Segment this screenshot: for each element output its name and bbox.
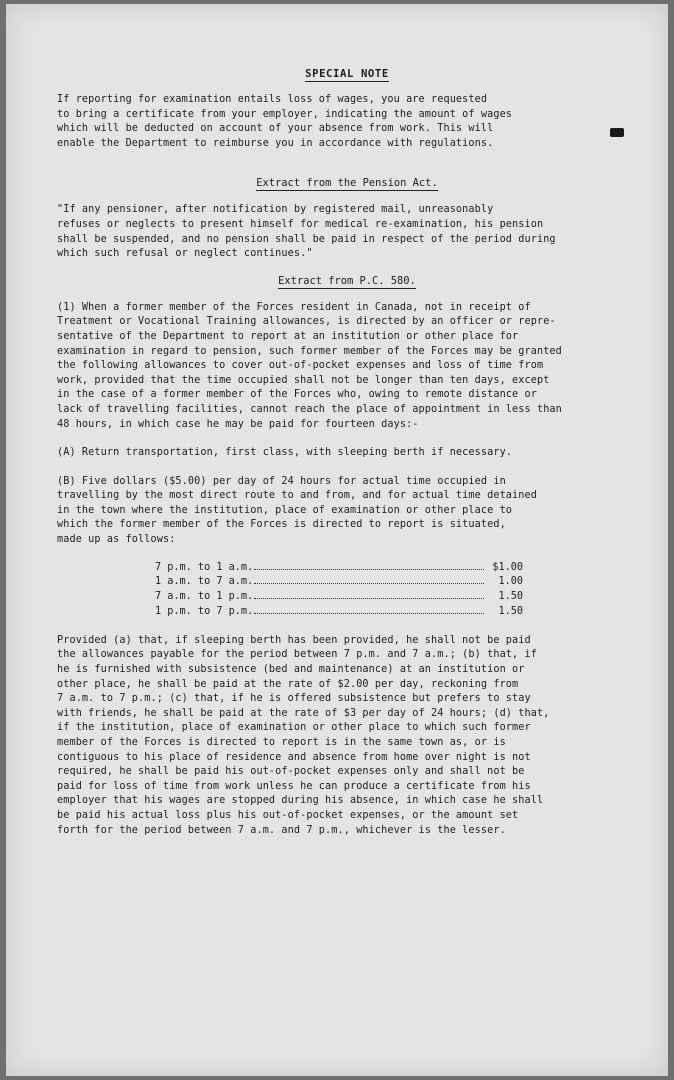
rate-row xyxy=(155,605,523,620)
rate-period: 7 a.m. to 1 p.m. xyxy=(155,591,254,603)
document-body xyxy=(57,68,637,838)
proviso-paragraph: Provided (a) that, if sleeping berth has been provided, he shall not be paid the allowances payable for the period between 7 p.m. and 7 a.m.; (b) that, if he is furnished with subsistence (bed and maintenance) at an institution or other place, he shall be paid at the rate of $2.00 per day, reckoning from 7 a.m. to 7 p.m.; (c) that, if he is offered subsistence but prefers to stay with friends, he shall be paid at the rate of $3 per day of 24 hours; (d) that, if the institution, place of examination or other place to which such former member of the Forces is directed to report is in the same town as, or is contiguous to his place of residence and absence from home over night is not required, he shall be paid his out-of-pocket expenses only and shall not be paid for loss of time from work unless he can produce a certificate from his employer that his wages are stopped during his absence, in which case he shall be paid his actual loss plus his out-of-pocket expenses, or the amount set forth for the period between 7 a.m. and 7 p.m., whichever is the lesser. xyxy=(57,634,550,836)
rates-table xyxy=(155,561,523,620)
special-note-heading: SPECIAL NOTE xyxy=(305,68,389,80)
pc580-paragraph-a: (A) Return transportation, first class, with sleeping berth if necessary. xyxy=(57,447,513,459)
rate-leader xyxy=(254,598,484,599)
rate-period: 7 p.m. to 1 a.m. xyxy=(155,561,254,573)
rate-leader xyxy=(254,569,484,570)
rate-leader xyxy=(254,583,484,584)
rate-amount: 1.50 xyxy=(498,591,523,603)
special-note-body: If reporting for examination entails loss of wages, you are requested to bring a certificate from your employer, indicating the amount of wages which will be deducted on account of your absence from work. This will enable the Department to reimburse you in accordance with regulations. xyxy=(57,94,513,149)
rate-amount: 1.50 xyxy=(498,606,523,618)
document-page xyxy=(6,4,668,1076)
rate-amount: 1.00 xyxy=(498,576,523,588)
rate-period: 1 a.m. to 7 a.m. xyxy=(155,576,254,588)
rate-row xyxy=(155,590,523,605)
rate-leader xyxy=(254,613,484,614)
rate-row xyxy=(155,561,523,576)
rate-period: 1 p.m. to 7 p.m. xyxy=(155,606,254,618)
pc580-heading: Extract from P.C. 580. xyxy=(278,274,416,287)
rate-amount: $1.00 xyxy=(492,561,523,573)
pc580-paragraph-1: (1) When a former member of the Forces resident in Canada, not in receipt of Treatment or Vocational Training allowances, is directed by an officer or repre- sentative of the Department to report at an institution or other place for examination in regard to pension, such former member of the Forces may be granted the following allowances to cover out-of-pocket expenses and loss of time from work, provided that the time occupied shall not be longer than ten days, except in the case of a former member of the Forces who, owing to remote distance or lack of travelling facilities, cannot reach the place of appointment in less than 48 hours, in which case he may be paid for fourteen days:- xyxy=(57,301,562,430)
pension-act-heading: Extract from the Pension Act. xyxy=(256,177,438,190)
pension-act-body: "If any pensioner, after notification by registered mail, unreasonably refuses or neglects to present himself for medical re-examination, his pension shall be suspended, and no pension shall be paid in respect of the period during which such refusal or neglect continues." xyxy=(57,204,556,260)
rate-row xyxy=(155,575,523,590)
pc580-paragraph-b: (B) Five dollars ($5.00) per day of 24 hours for actual time occupied in travelling by the most direct route to and from, and for actual time detained in the town where the institution, place of examination or other place to which the former member of the Forces is directed to report is situated, made up as follows: xyxy=(57,475,537,546)
